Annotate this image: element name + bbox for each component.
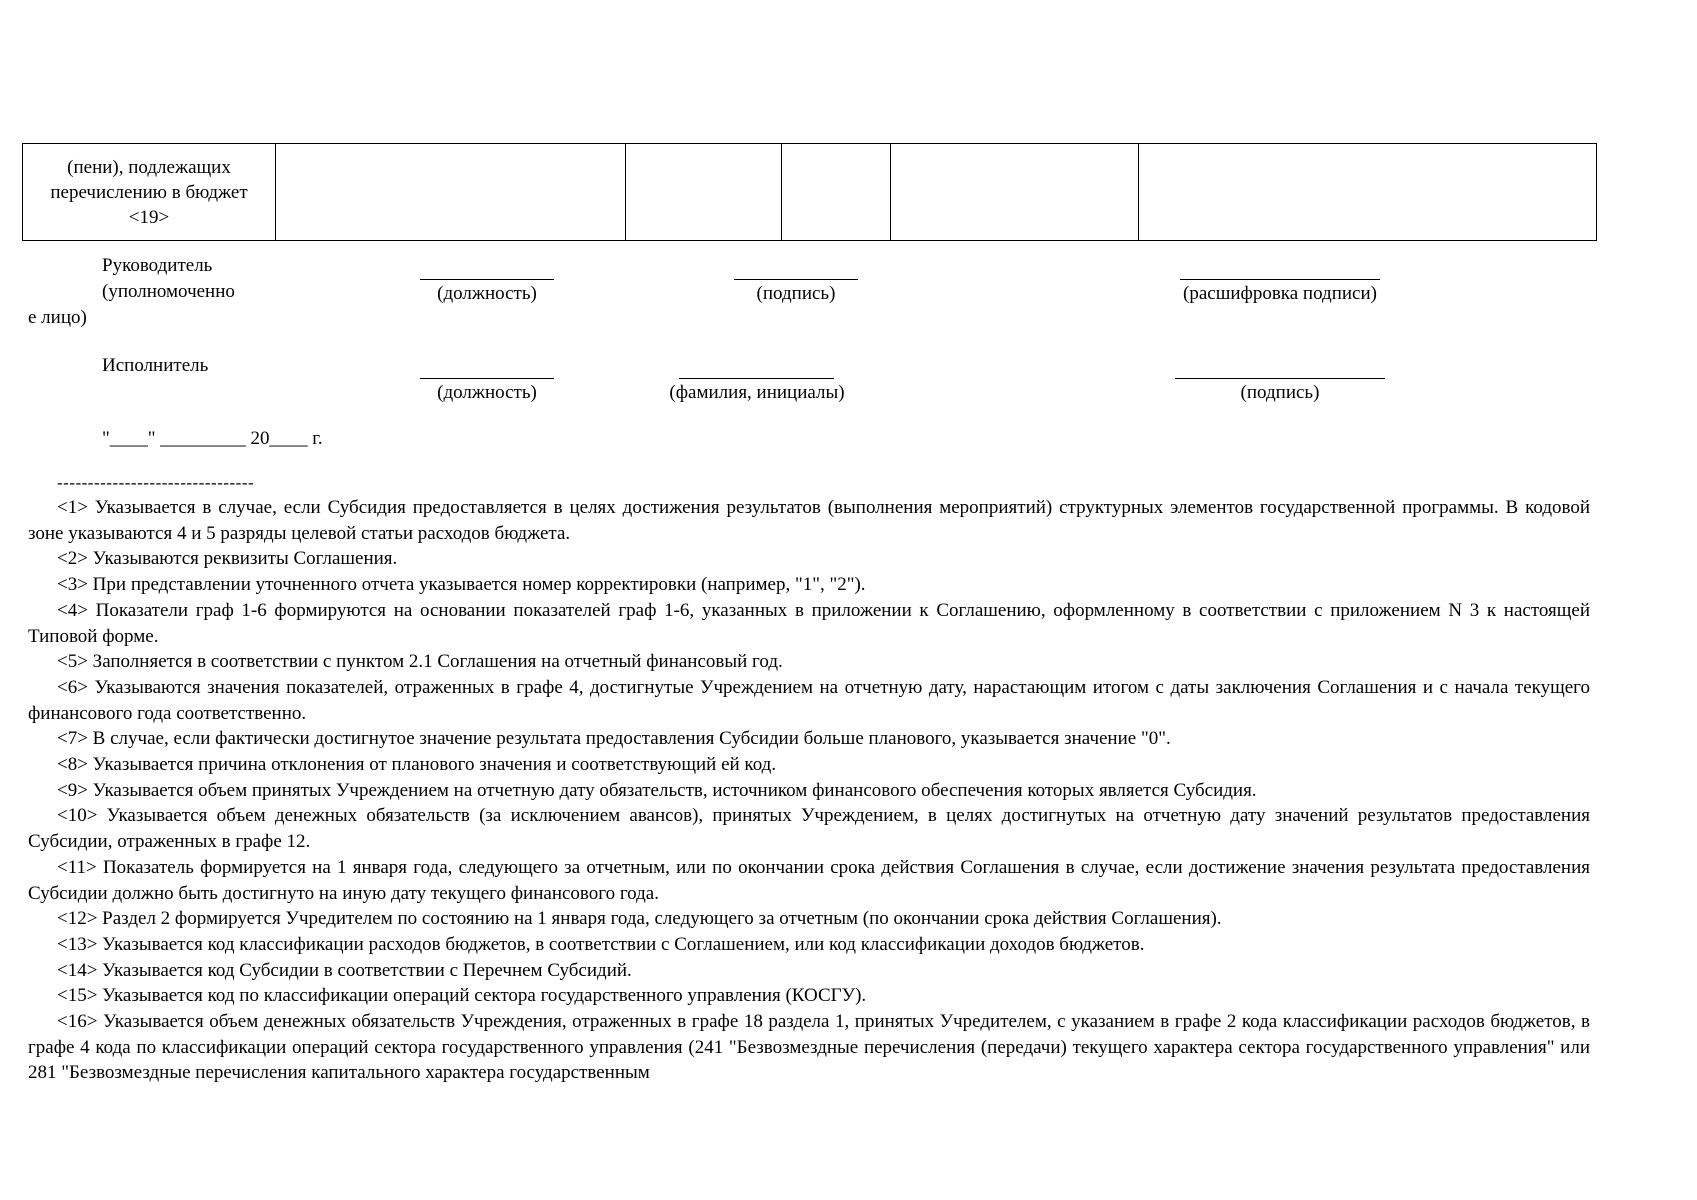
footnote-13: <13> Указывается код классификации расходов бюджетов, в соответствии с Соглашением, или код классификации доходов бюджетов.	[57, 933, 1145, 955]
footnote-8: <8> Указывается причина отклонения от планового значения и соответствующий ей код.	[57, 754, 777, 776]
head-signature-caption: (подпись)	[756, 283, 836, 304]
cell-line-1: (пени), подлежащих	[67, 156, 231, 178]
cell-line-3: <19>	[128, 206, 170, 228]
table-cell	[626, 144, 782, 241]
exec-signature-caption: (подпись)	[1240, 382, 1320, 403]
footnote-15: <15> Указывается код по классификации операций сектора государственного управления (КОСГУ).	[57, 985, 867, 1007]
date-line: "____" _________ 20____ г.	[102, 428, 323, 449]
footnote-7: <7> В случае, если фактически достигнутое значение результата предоставления Субсидии больше планового, указывается значение "0".	[57, 728, 1171, 750]
exec-position-caption: (должность)	[437, 382, 537, 403]
footnotes	[28, 495, 1590, 1086]
head-decode-caption: (расшифровка подписи)	[1183, 283, 1377, 304]
footnote-4: <4> Показатели граф 1-6 формируются на основании показателей граф 1-6, указанных в приложении к Соглашению, оформленному в соответствии с приложением N 3 к настоящей Типовой форме.	[28, 599, 1590, 647]
head-label-2: (уполномоченно	[102, 281, 235, 302]
footnote-14: <14> Указывается код Субсидии в соответствии с Перечнем Субсидий.	[57, 959, 632, 981]
signature-line	[734, 279, 858, 280]
footnote-9: <9> Указывается объем принятых Учреждением на отчетную дату обязательств, источником финансового обеспечения которых является Субсидия.	[57, 779, 1257, 801]
exec-position-line	[420, 378, 554, 379]
table-cell	[782, 144, 891, 241]
head-label: Руководитель	[102, 255, 213, 276]
table-cell	[276, 144, 626, 241]
footnote-6: <6> Указываются значения показателей, отраженных в графе 4, достигнутые Учреждением на отчетную дату, нарастающим итогом с даты заключения Соглашения и с начала текущего финансового года соответственно.	[28, 676, 1590, 724]
exec-name-caption: (фамилия, инициалы)	[669, 382, 845, 403]
decode-line	[1180, 279, 1380, 280]
penalty-label-cell	[23, 144, 276, 241]
footnote-3: <3> При представлении уточненного отчета указывается номер корректировки (например, "1", "2").	[57, 574, 866, 596]
table-cell	[891, 144, 1139, 241]
footnote-5: <5> Заполняется в соответствии с пунктом 2.1 Соглашения на отчетный финансовый год.	[57, 651, 783, 673]
footnote-12: <12> Раздел 2 формируется Учредителем по состоянию на 1 января года, следующего за отчетным (по окончании срока действия Соглашения).	[57, 908, 1222, 930]
footnote-16: <16> Указывается объем денежных обязательств Учреждения, отраженных в графе 18 раздела 1, принятых Учредителем, с указанием в графе 2 кода классификации расходов бюджетов, в графе 4 кода по классификации операций сектора государственного управления (241 "Безвозмездные перечисления (передачи) текущего характера сектора государственного управления" или 281 "Безвозмездные перечисления капитального характера государственным	[28, 1011, 1590, 1084]
footnote-10: <10> Указывается объем денежных обязательств (за исключением авансов), принятых Учреждением, в целях достигнутых на отчетную дату значений результатов предоставления Субсидии, отраженных в графе 12.	[28, 805, 1590, 853]
footnote-2: <2> Указываются реквизиты Соглашения.	[57, 548, 398, 570]
cell-line-2: перечислению в бюджет	[50, 181, 248, 203]
report-table-fragment	[22, 143, 1597, 241]
footnote-1: <1> Указывается в случае, если Субсидия предоставляется в целях достижения результатов (выполнения мероприятий) структурных элементов государственной программы. В кодовой зоне указываются 4 и 5 разряды целевой статьи расходов бюджета.	[28, 497, 1590, 544]
head-label-3: е лицо)	[28, 307, 87, 328]
footnote-11: <11> Показатель формируется на 1 января года, следующего за отчетным, или по окончании срока действия Соглашения в случае, если достижение значения результата предоставления Субсидии должно быть достигнуто на иную дату текущего финансового года.	[28, 856, 1590, 904]
head-position-caption: (должность)	[437, 283, 537, 304]
position-line	[420, 279, 554, 280]
exec-name-line	[679, 378, 834, 379]
table-cell	[1139, 144, 1597, 241]
footnote-separator: --------------------------------	[57, 473, 255, 492]
exec-signature-line	[1175, 378, 1385, 379]
executor-label: Исполнитель	[102, 355, 209, 376]
